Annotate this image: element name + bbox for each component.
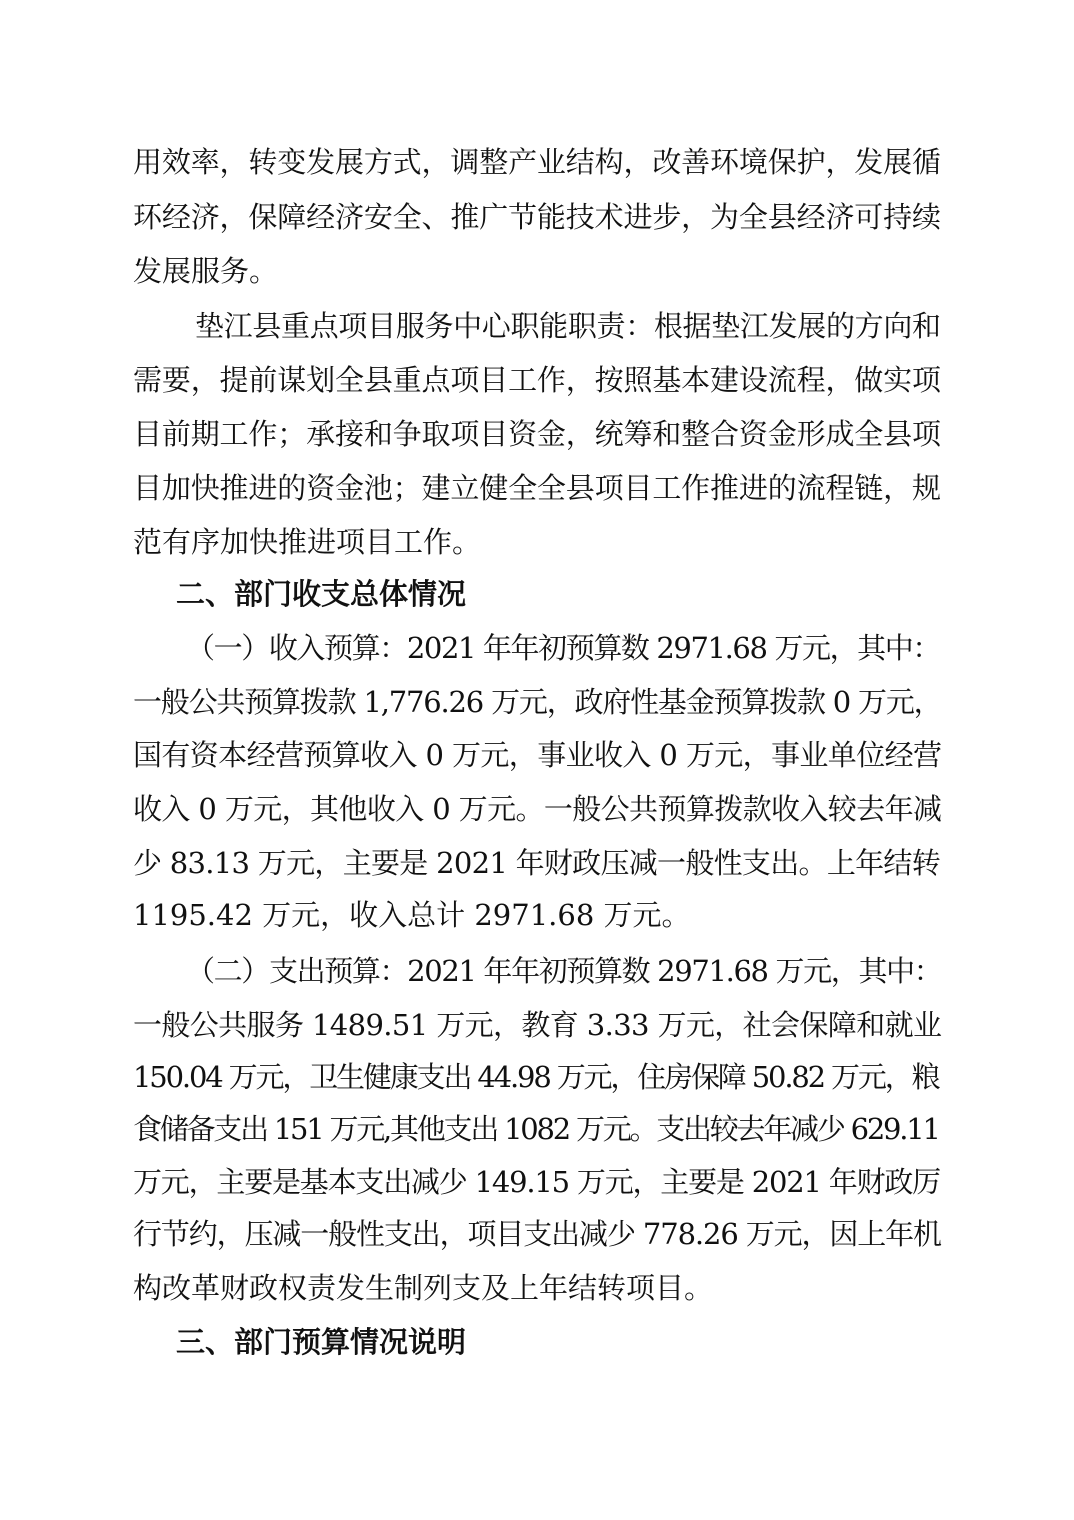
text-line-6: 目前期工作；承接和争取项目资金，统筹和整合资金形成全县项 [133, 417, 941, 451]
text-line-10: （一）收入预算：2021 年年初预算数 2971.68 万元，其中： [186, 631, 940, 665]
text-line-7: 目加快推进的资金池；建立健全全县项目工作推进的流程链，规 [133, 471, 941, 505]
text-line-17: 一般公共服务 1489.51 万元，教育 3.33 万元，社会保障和就业 [133, 1008, 942, 1042]
text-line-15: 1195.42 万元，收入总计 2971.68 万元。 [133, 898, 691, 932]
text-line-2: 环经济，保障经济安全、推广节能技术进步，为全县经济可持续 [133, 200, 941, 234]
text-line-18: 150.04 万元，卫生健康支出 44.98 万元，住房保障 50.82 万元，粮 [133, 1060, 939, 1094]
section-heading-2: 二、部门收支总体情况 [176, 577, 467, 611]
text-line-5: 需要，提前谋划全县重点项目工作，按照基本建设流程，做实项 [133, 363, 941, 397]
text-line-14: 少 83.13 万元，主要是 2021 年财政压减一般性支出。上年结转 [133, 846, 940, 880]
text-line-1: 用效率，转变发展方式，调整产业结构，改善环境保护，发展循 [133, 145, 941, 179]
text-line-19: 食储备支出 151 万元,其他支出 1082 万元。支出较去年减少 629.11 [133, 1112, 939, 1146]
text-line-12: 国有资本经营预算收入 0 万元，事业收入 0 万元，事业单位经营 [133, 738, 942, 772]
text-line-11: 一般公共预算拨款 1,776.26 万元，政府性基金预算拨款 0 万元， [133, 685, 942, 719]
text-line-20: 万元，主要是基本支出减少 149.15 万元，主要是 2021 年财政厉 [133, 1165, 940, 1199]
text-line-3: 发展服务。 [133, 254, 279, 288]
text-line-8: 范有序加快推进项目工作。 [133, 525, 482, 559]
section-heading-3: 三、部门预算情况说明 [176, 1325, 467, 1359]
text-line-16: （二）支出预算：2021 年年初预算数 2971.68 万元，其中： [186, 954, 942, 988]
text-line-13: 收入 0 万元，其他收入 0 万元。一般公共预算拨款收入较去年减 [133, 792, 942, 826]
text-line-4: 垫江县重点项目服务中心职能职责：根据垫江发展的方向和 [195, 309, 941, 343]
text-line-21: 行节约，压减一般性支出，项目支出减少 778.26 万元，因上年机 [133, 1217, 941, 1251]
text-line-22: 构改革财政权责发生制列支及上年结转项目。 [133, 1271, 714, 1305]
